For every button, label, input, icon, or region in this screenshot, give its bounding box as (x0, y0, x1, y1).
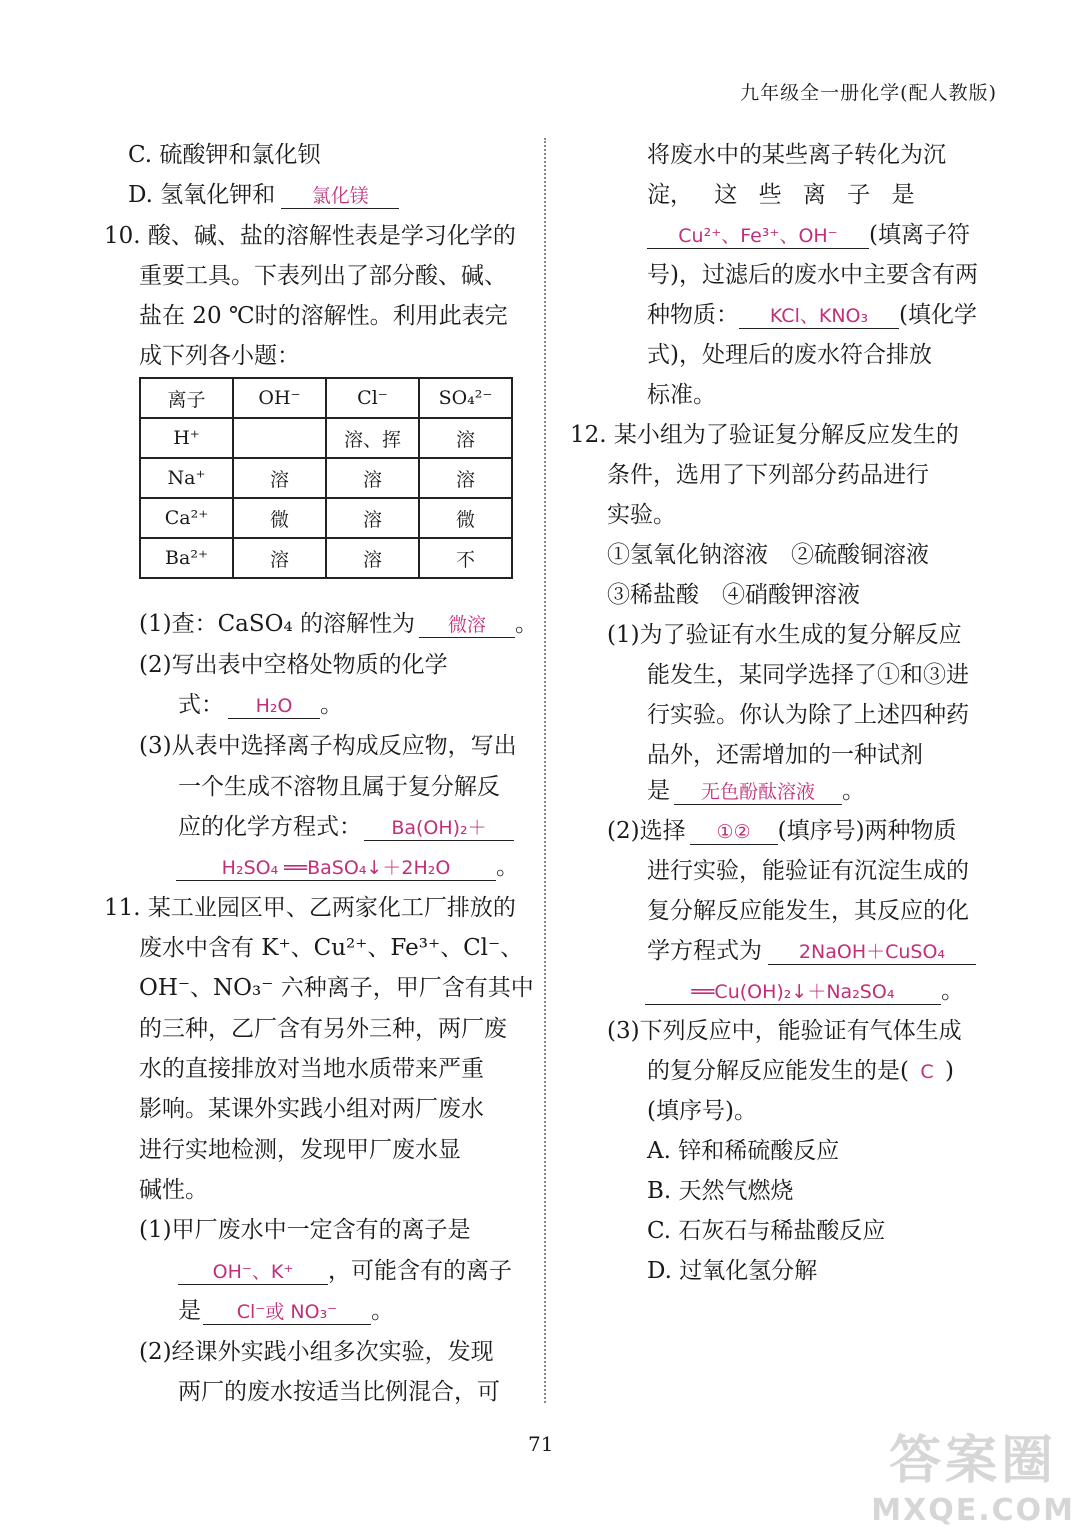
table-cell: 溶 (233, 458, 326, 498)
q11-2-cont: 淀， 这 些 离 子 是 (647, 182, 915, 208)
q11-1-line: (1)甲厂废水中一定含有的离子是 (139, 1217, 471, 1243)
period: 。 (941, 978, 964, 1004)
q11-text-line: 废水中含有 K⁺、Cu²⁺、Fe³⁺、Cl⁻、 (139, 935, 524, 961)
q12-3-answer: C (920, 1061, 934, 1083)
table-cell: 微 (419, 498, 512, 538)
q11-1-answer2: Cl⁻或 NO₃⁻ (203, 1300, 371, 1325)
q10-1-answer: 微溶 (419, 613, 515, 638)
q10-3-answer-line1: Ba(OH)₂＋ (364, 816, 514, 841)
q12-1-label: 是 (647, 778, 670, 804)
table-cell: 溶 (419, 418, 512, 458)
table-cell: Cl⁻ (326, 378, 419, 418)
q11-1-cont (178, 1292, 394, 1325)
table-cell: H⁺ (140, 418, 233, 458)
q12-text-line: 12. 某小组为了验证复分解反应发生的 (570, 422, 959, 448)
q11-1 (178, 1252, 512, 1285)
q11-1-label: 是 (178, 1298, 201, 1324)
q12-2-equation-line1: 2NaOH＋CuSO₄ (768, 940, 976, 965)
table-cell: 不 (419, 538, 512, 578)
q12-text-line: 条件，选用了下列部分药品进行 (607, 462, 929, 488)
table-cell: 溶 (326, 498, 419, 538)
q12-1-line: 能发生，某同学选择了①和③进 (647, 662, 969, 688)
q12-2-label: 学方程式为 (647, 938, 762, 964)
watermark-url: MXQE.COM (871, 1493, 1075, 1528)
table-cell: 溶、挥 (326, 418, 419, 458)
table-cell: Ca²⁺ (140, 498, 233, 538)
q12-1-answer: 无色酚酞溶液 (674, 780, 842, 805)
q10-text-line: 重要工具。下表列出了部分酸、碱、 (139, 263, 507, 289)
q12-3-line: (3)下列反应中，能验证有气体生成 (607, 1018, 962, 1044)
table-cell: 溶 (419, 458, 512, 498)
table-cell: 溶 (326, 458, 419, 498)
period: 。 (515, 611, 539, 637)
q11-1-mid: ，可能含有的离子 (328, 1258, 512, 1284)
q12-2-eq-row (645, 972, 964, 1005)
q10-1 (139, 605, 538, 638)
q11-text-line: 进行实地检测，发现甲厂废水显 (139, 1137, 461, 1163)
table-row (140, 418, 512, 458)
q10-text-line: 成下列各小题： (139, 343, 300, 369)
q10-text-line: 盐在 20 ℃时的溶解性。利用此表完 (139, 303, 508, 329)
table-cell: 溶 (233, 538, 326, 578)
q12-2-answer: ①② (690, 820, 778, 845)
q12-1-line: 品外，还需增加的一种试剂 (647, 742, 923, 768)
q10-2-answer: H₂O (228, 694, 320, 719)
table-header-row (140, 378, 512, 418)
q11-1-answer1: OH⁻、K⁺ (178, 1260, 328, 1285)
q10-3-answer-line2: H₂SO₄ ══BaSO₄↓＋2H₂O (176, 856, 496, 881)
q12-3 (647, 1052, 954, 1085)
q11-2-cont: 号)，过滤后的废水中主要含有两 (647, 262, 978, 288)
q9-option-d-label: D. 氢氧化钾和 (128, 182, 276, 208)
q12-2 (607, 812, 957, 845)
period: 。 (320, 692, 343, 718)
q12-option-c: C. 石灰石与稀盐酸反应 (647, 1218, 886, 1244)
q11-2-cont: 式)，处理后的废水符合排放 (647, 342, 932, 368)
q9-option-d (128, 176, 399, 209)
q11-2-answer2: KCl、KNO₃ (739, 304, 899, 329)
watermark-logo (871, 1418, 1075, 1528)
q12-2-suffix: (填序号)两种物质 (777, 818, 957, 844)
q11-text-line: 碱性。 (139, 1177, 208, 1203)
q11-2-line: 两厂的废水按适当比例混合，可 (178, 1379, 500, 1405)
q12-3-suffix: ) (944, 1058, 954, 1084)
q10-1-label: (1)查：CaSO₄ 的溶解性为 (139, 611, 416, 637)
q12-3-line: (填序号)。 (647, 1098, 757, 1124)
q11-2-suffix: (填化学 (899, 302, 977, 328)
table-row (140, 458, 512, 498)
q10-3-line: 一个生成不溶物且属于复分解反 (178, 774, 500, 800)
period: 。 (496, 854, 519, 880)
column-divider (544, 138, 546, 1403)
q10-3 (178, 808, 514, 841)
q12-2-line: 进行实验，能验证有沉淀生成的 (647, 858, 969, 884)
q10-2-label: 式： (178, 692, 224, 718)
q11-2-cont: 标准。 (647, 382, 716, 408)
q12-option-a: A. 锌和稀硫酸反应 (647, 1138, 840, 1164)
period: 。 (842, 778, 865, 804)
table-row (140, 538, 512, 578)
q11-text-line: 11. 某工业园区甲、乙两家化工厂排放的 (104, 895, 516, 921)
q11-2-cont: 将废水中的某些离子转化为沉 (647, 142, 946, 168)
table-cell: Ba²⁺ (140, 538, 233, 578)
q11-2-answer1: Cu²⁺、Fe³⁺、OH⁻ (647, 224, 869, 249)
table-cell: 微 (233, 498, 326, 538)
table-cell: SO₄²⁻ (419, 378, 512, 418)
q11-2-answer-row (647, 216, 970, 249)
q12-option-d: D. 过氧化氢分解 (647, 1258, 818, 1284)
watermark-title: 答案圈 (889, 1431, 1058, 1491)
q12-2-equation-line2: ══Cu(OH)₂↓＋Na₂SO₄ (645, 980, 941, 1005)
q12-1-line: 行实验。你认为除了上述四种药 (647, 702, 969, 728)
q12-2-line: 复分解反应能发生，其反应的化 (647, 898, 969, 924)
page-header: 九年级全一册化学(配人教版) (740, 82, 997, 104)
q12-2-eq-row (647, 932, 976, 965)
q10-text-line: 10. 酸、碱、盐的溶解性表是学习化学的 (104, 223, 516, 249)
q12-3-label: 的复分解反应能发生的是( (647, 1058, 909, 1084)
q10-3-line: (3)从表中选择离子构成反应物，写出 (139, 733, 517, 759)
q12-text-line: 实验。 (607, 502, 676, 528)
q11-text-line: 影响。某课外实践小组对两厂废水 (139, 1096, 484, 1122)
table-cell: Na⁺ (140, 458, 233, 498)
q12-option-b: B. 天然气燃烧 (647, 1178, 794, 1204)
q10-2 (178, 686, 343, 719)
q10-2-line: (2)写出表中空格处物质的化学 (139, 652, 448, 678)
q9-option-c: C. 硫酸钾和氯化钡 (128, 142, 321, 168)
q12-options: ③稀盐酸 ④硝酸钾溶液 (607, 582, 860, 608)
q11-text-line: 的三种，乙厂含有另外三种，两厂废 (139, 1016, 507, 1042)
q12-1-line: (1)为了验证有水生成的复分解反应 (607, 622, 962, 648)
page-number: 71 (528, 1432, 554, 1456)
table-cell: OH⁻ (233, 378, 326, 418)
solubility-table (139, 377, 513, 579)
q11-2-answer-row (647, 296, 977, 329)
q11-2-line: (2)经课外实践小组多次实验，发现 (139, 1339, 494, 1365)
q9-answer: 氯化镁 (281, 184, 399, 209)
q11-2-label: 种物质： (647, 302, 739, 328)
table-cell (233, 418, 326, 458)
q11-text-line: 水的直接排放对当地水质带来严重 (139, 1056, 484, 1082)
q12-1 (647, 772, 865, 805)
q10-3-label: 应的化学方程式： (178, 814, 362, 840)
q11-text-line: OH⁻、NO₃⁻ 六种离子，甲厂含有其中 (139, 975, 534, 1001)
table-cell: 离子 (140, 378, 233, 418)
q12-options: ①氢氧化钠溶液 ②硫酸铜溶液 (607, 542, 929, 568)
table-cell: 溶 (326, 538, 419, 578)
q12-2-label: (2)选择 (607, 818, 686, 844)
q10-3-cont (176, 848, 519, 881)
q11-2-suffix: (填离子符 (869, 222, 970, 248)
table-row (140, 498, 512, 538)
period: 。 (371, 1298, 394, 1324)
